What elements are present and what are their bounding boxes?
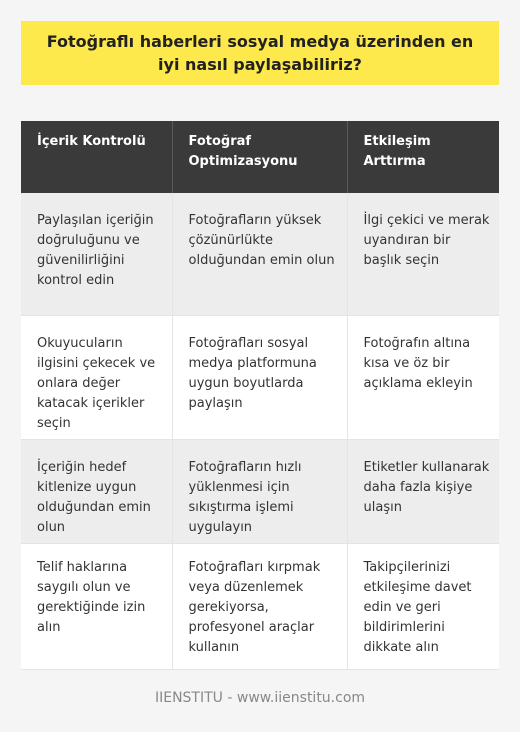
table-row: [21, 543, 499, 669]
table-cell: Fotoğrafları sosyal medya platformuna uygun boyutlarda paylaşın: [172, 315, 347, 439]
table-cell: Okuyucuların ilgisini çekecek ve onlara değer katacak içerikler seçin: [21, 315, 172, 439]
title-banner: [21, 21, 499, 85]
table-cell: İlgi çekici ve merak uyandıran bir başlık seçin: [347, 193, 499, 315]
footer-credit: IIENSTITU - www.iienstitu.com: [154, 690, 366, 706]
table-row: [21, 193, 499, 315]
table-cell: Takipçilerinizi etkileşime davet edin ve geri bildirimlerini dikkate alın: [347, 543, 499, 669]
table-header-row: [21, 121, 499, 193]
table-row: [21, 315, 499, 439]
page-title: Fotoğraflı haberleri sosyal medya üzerinden en iyi nasıl paylaşabiliriz?: [46, 32, 474, 74]
table-cell: Fotoğrafların hızlı yüklenmesi için sıkıştırma işlemi uygulayın: [172, 439, 347, 543]
table-cell: İçeriğin hedef kitlenize uygun olduğundan emin olun: [21, 439, 172, 543]
table-cell: Fotoğrafın altına kısa ve öz bir açıklama ekleyin: [347, 315, 499, 439]
table-cell: Etiketler kullanarak daha fazla kişiye ulaşın: [347, 439, 499, 543]
table-cell: Fotoğrafları kırpmak veya düzenlemek gerekiyorsa, profesyonel araçlar kullanın: [172, 543, 347, 669]
table-cell: Fotoğrafların yüksek çözünürlükte olduğundan emin olun: [172, 193, 347, 315]
column-header-engagement: Etkileşim Arttırma: [347, 121, 499, 193]
column-header-photo-optimization: Fotoğraf Optimizasyonu: [172, 121, 347, 193]
column-header-content-check: İçerik Kontrolü: [21, 121, 172, 193]
table-cell: Paylaşılan içeriğin doğruluğunu ve güvenilirliğini kontrol edin: [21, 193, 172, 315]
comparison-table: [21, 121, 499, 670]
table-row: [21, 439, 499, 543]
table-cell: Telif haklarına saygılı olun ve gerektiğinde izin alın: [21, 543, 172, 669]
